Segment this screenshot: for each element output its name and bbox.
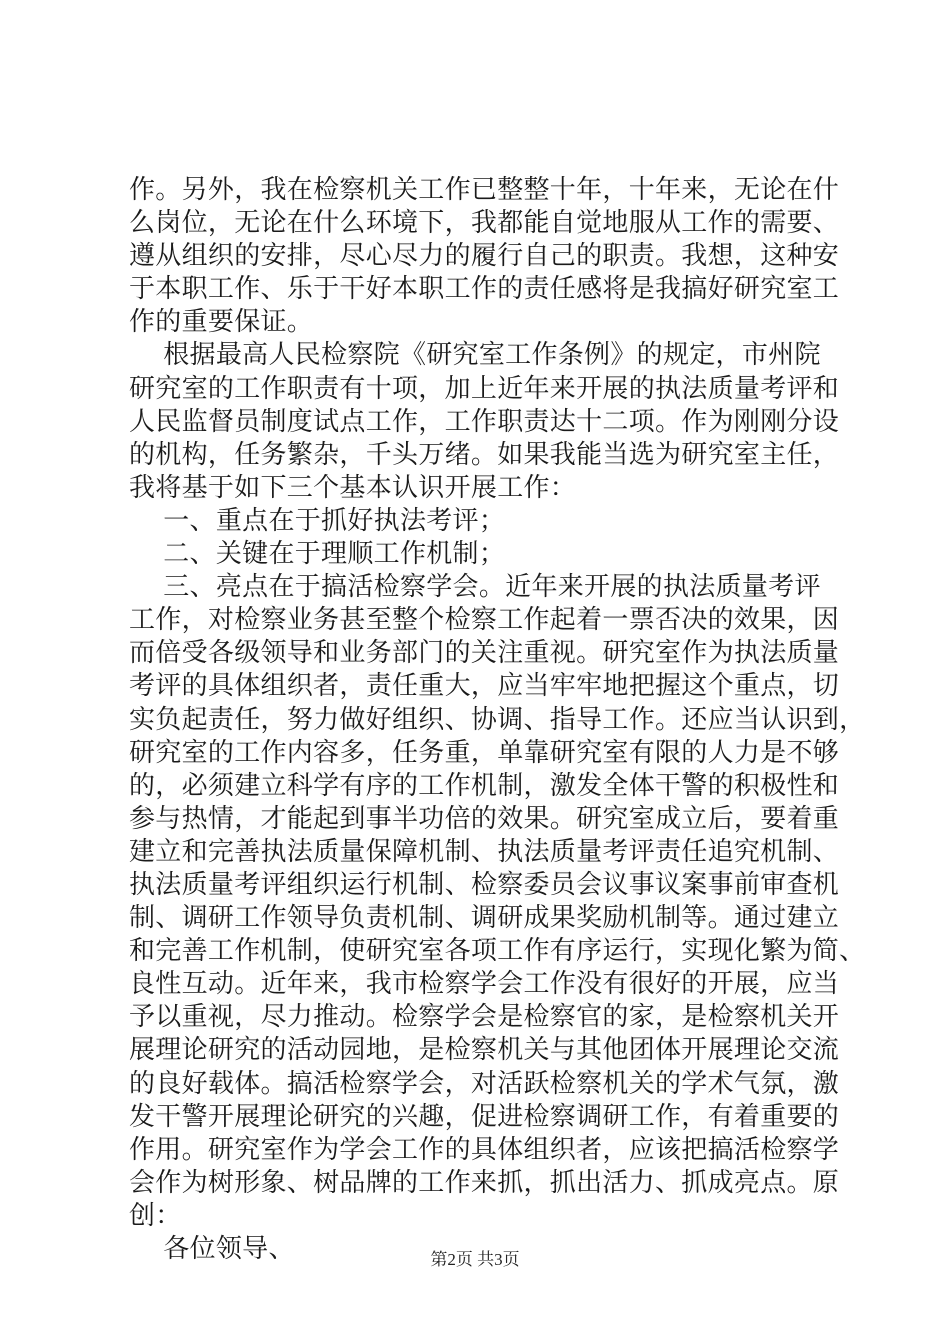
text-line: 我将基于如下三个基本认识开展工作： [129,472,577,503]
text-line: 遵从组织的安排，尽心尽力的履行自己的职责。我想，这种安 [129,241,840,272]
text-line: 会作为树形象、树品牌的工作来抓，抓出活力、抓成亮点。原 [129,1167,840,1198]
text-line: 作的重要保证。 [129,307,314,338]
text-line: 的机构，任务繁杂，千头万绪。如果我能当选为研究室主任， [129,439,840,470]
text-line: 制、调研工作领导负责机制、调研成果奖励机制等。通过建立 [129,903,840,934]
text-line: 和完善工作机制，使研究室各项工作有序运行，实现化繁为简、 [129,936,866,967]
text-line: 创： [129,1200,182,1231]
text-line: 展理论研究的活动园地，是检察机关与其他团体开展理论交流 [129,1035,840,1066]
document-body [129,174,866,1266]
text-line: 根据最高人民检察院《研究室工作条例》的规定，市州院 [129,340,821,371]
text-line: 的良好载体。搞活检察学会，对活跃检察机关的学术气氛，激 [129,1068,840,1099]
text-line: 研究室的工作职责有十项，加上近年来开展的执法质量考评和 [129,373,840,404]
text-line: 执法质量考评组织运行机制、检察委员会议事议案事前审查机 [129,869,840,900]
text-line: 作。另外，我在检察机关工作已整整十年，十年来，无论在什 [129,175,840,205]
text-line: 的，必须建立科学有序的工作机制，激发全体干警的积极性和 [129,770,840,801]
text-line: 发干警开展理论研究的兴趣，促进检察调研工作，有着重要的 [129,1101,840,1132]
page-number-footer: 第2页 共3页 [430,1250,520,1269]
text-line: 么岗位，无论在什么环境下，我都能自觉地服从工作的需要、 [129,208,840,239]
text-line: 良性互动。近年来，我市检察学会工作没有很好的开展，应当 [129,969,840,1000]
text-line: 考评的具体组织者，责任重大，应当牢牢地把握这个重点，切 [129,671,840,702]
text-line: 建立和完善执法质量保障机制、执法质量考评责任追究机制、 [129,836,840,867]
text-line: 工作，对检察业务甚至整个检察工作起着一票否决的效果，因 [129,605,840,636]
text-line: 予以重视，尽力推动。检察学会是检察官的家，是检察机关开 [129,1002,840,1033]
text-line: 三、亮点在于搞活检察学会。近年来开展的执法质量考评 [129,572,821,603]
text-line: 二、关键在于理顺工作机制； [129,539,506,570]
text-line: 参与热情，才能起到事半功倍的效果。研究室成立后，要着重 [129,803,840,834]
text-line: 研究室的工作内容多，任务重，单靠研究室有限的人力是不够 [129,737,840,768]
text-line: 一、重点在于抓好执法考评； [129,505,506,536]
text-line: 实负起责任，努力做好组织、协调、指导工作。还应当认识到， [129,704,866,735]
text-line: 作用。研究室作为学会工作的具体组织者，应该把搞活检察学 [129,1134,840,1165]
text-line: 各位领导、 [129,1234,295,1264]
text-line: 而倍受各级领导和业务部门的关注重视。研究室作为执法质量 [129,638,840,669]
text-line: 于本职工作、乐于干好本职工作的责任感将是我搞好研究室工 [129,274,840,305]
text-line: 人民监督员制度试点工作，工作职责达十二项。作为刚刚分设 [129,406,840,437]
